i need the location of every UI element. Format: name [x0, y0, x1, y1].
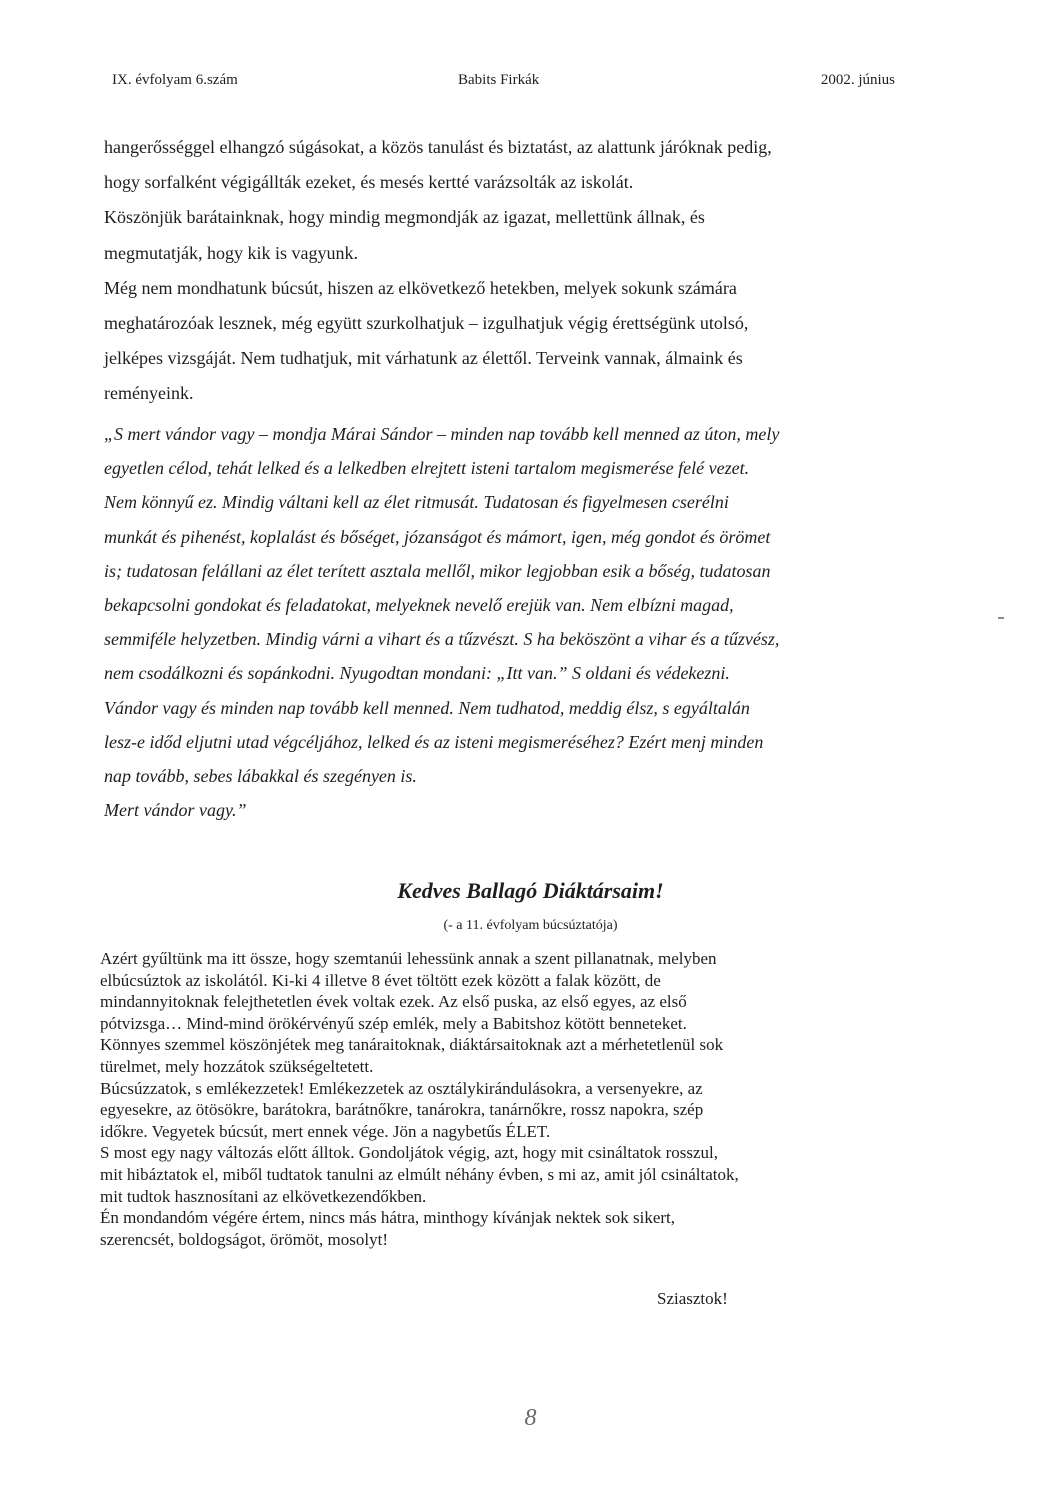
header-publication: Babits Firkák: [458, 72, 540, 88]
text-line: jelképes vizsgáját. Nem tudhatjuk, mit várhatunk az élettől. Terveink vannak, álmaink és: [104, 348, 743, 369]
quote-line: „S mert vándor vagy – mondja Márai Sándor – minden nap tovább kell menned az úton, mely: [104, 424, 780, 444]
quote-line: Vándor vagy és minden nap tovább kell menned. Nem tudhatod, meddig élsz, s egyáltalán: [104, 697, 750, 718]
quote-line: nem csodálkozni és sopánkodni. Nyugodtan mondani: „Itt van.” S oldani és védekezni.: [104, 663, 730, 684]
marai-quote: [104, 417, 904, 827]
quote-line: lesz-e időd eljutni utad végcéljához, lelked és az isteni megismeréséhez? Ezért menj minden: [104, 731, 764, 752]
text-line: elbúcsúztok az iskolától. Ki-ki 4 illetve 8 évet töltött ezek között a falak között, de: [100, 970, 661, 990]
body-text-upper: [104, 130, 894, 412]
scan-mark: [998, 617, 1004, 619]
text-line: egyesekre, az ötösökre, barátokra, barátnőkre, tanárokra, tanárnőkre, rossz napokra, szép: [100, 1100, 704, 1120]
text-line: Könnyes szemmel köszönjétek meg tanáraitoknak, diáktársaitoknak azt a mérhetetlenül sok: [100, 1035, 724, 1055]
quote-line: semmiféle helyzetben. Mindig várni a vihart és a tűzvészt. S ha beköszönt a vihar és a tűzvész,: [104, 629, 780, 650]
quote-line: Mert vándor vagy.”: [104, 800, 247, 821]
text-line: meghatározóak lesznek, még együtt szurkolhatjuk – izgulhatjuk végig érettségünk utolsó,: [104, 312, 749, 333]
text-line: S most egy nagy változás előtt álltok. Gondoljátok végig, azt, hogy mit csináltatok rosszul,: [100, 1143, 719, 1163]
text-line: pótvizsga… Mind-mind örökérvényű szép emlék, mely a Babitshoz kötött benneteket.: [100, 1013, 687, 1033]
text-line: türelmet, mely hozzátok szükségeltetett.: [100, 1056, 374, 1076]
text-line: Köszönjük barátainknak, hogy mindig megmondják az igazat, mellettünk állnak, és: [104, 207, 705, 228]
signoff: Sziasztok!: [657, 1289, 728, 1308]
body-text-lower: [100, 948, 860, 1250]
text-line: hangerősséggel elhangzó súgásokat, a közös tanulást és biztatást, az alattunk járóknak pedig,: [104, 137, 772, 157]
section-title: Kedves Ballagó Diáktársaim!: [397, 878, 664, 903]
text-line: Azért gyűltünk ma itt össze, hogy szemtanúi lehessünk annak a szent pillanatnak, melyben: [100, 949, 717, 968]
text-line: mindannyitoknak felejthetetlen évek voltak ezek. Az első puska, az első egyes, az első: [100, 992, 687, 1012]
text-line: Búcsúzzatok, s emlékezzetek! Emlékezzetek az osztálykirándulásokra, a versenyekre, az: [100, 1078, 703, 1098]
text-line: Én mondandóm végére értem, nincs más hátra, minthogy kívánjak nektek sok sikert,: [100, 1208, 676, 1228]
text-line: szerencsét, boldogságot, örömöt, mosolyt!: [100, 1229, 389, 1249]
text-line: Még nem mondhatunk búcsút, hiszen az elkövetkező hetekben, melyek sokunk számára: [104, 277, 737, 298]
text-line: megmutatják, hogy kik is vagyunk.: [104, 242, 358, 263]
quote-line: nap tovább, sebes lábakkal és szegényen is.: [104, 765, 417, 786]
page-number: 8: [524, 1405, 537, 1431]
quote-line: egyetlen célod, tehát lelked és a lelkedben elrejtett isteni tartalom megismerése felé vezet.: [104, 458, 750, 479]
quote-line: is; tudatosan felállani az élet terített asztala mellől, mikor legjobban esik a bőség, tudatosan: [104, 560, 771, 581]
header-date: 2002. június: [820, 72, 895, 88]
text-line: mit hibáztatok el, miből tudtatok tanulni az elmúlt néhány évben, s mi az, amit jól csináltatok,: [100, 1164, 739, 1184]
text-line: hogy sorfalként végigállták ezeket, és mesés kertté varázsolták az iskolát.: [104, 172, 634, 193]
text-line: reményeink.: [104, 383, 194, 404]
section-subtitle: (- a 11. évfolyam búcsúztatója): [443, 918, 618, 933]
header-issue: IX. évfolyam 6.szám: [112, 72, 238, 88]
text-line: mit tudtok hasznosítani az elkövetkezendőkben.: [100, 1186, 427, 1206]
text-line: időkre. Vegyetek búcsút, mert ennek vége. Jön a nagybetűs ÉLET.: [100, 1121, 551, 1141]
quote-line: bekapcsolni gondokat és feladatokat, melyeknek nevelő erejük van. Nem elbízni magad,: [104, 594, 734, 615]
quote-line: Nem könnyű ez. Mindig váltani kell az élet ritmusát. Tudatosan és figyelmesen cserélni: [104, 492, 729, 513]
quote-line: munkát és pihenést, koplalást és bőséget, józanságot és mámort, igen, még gondot és örömet: [104, 526, 771, 547]
